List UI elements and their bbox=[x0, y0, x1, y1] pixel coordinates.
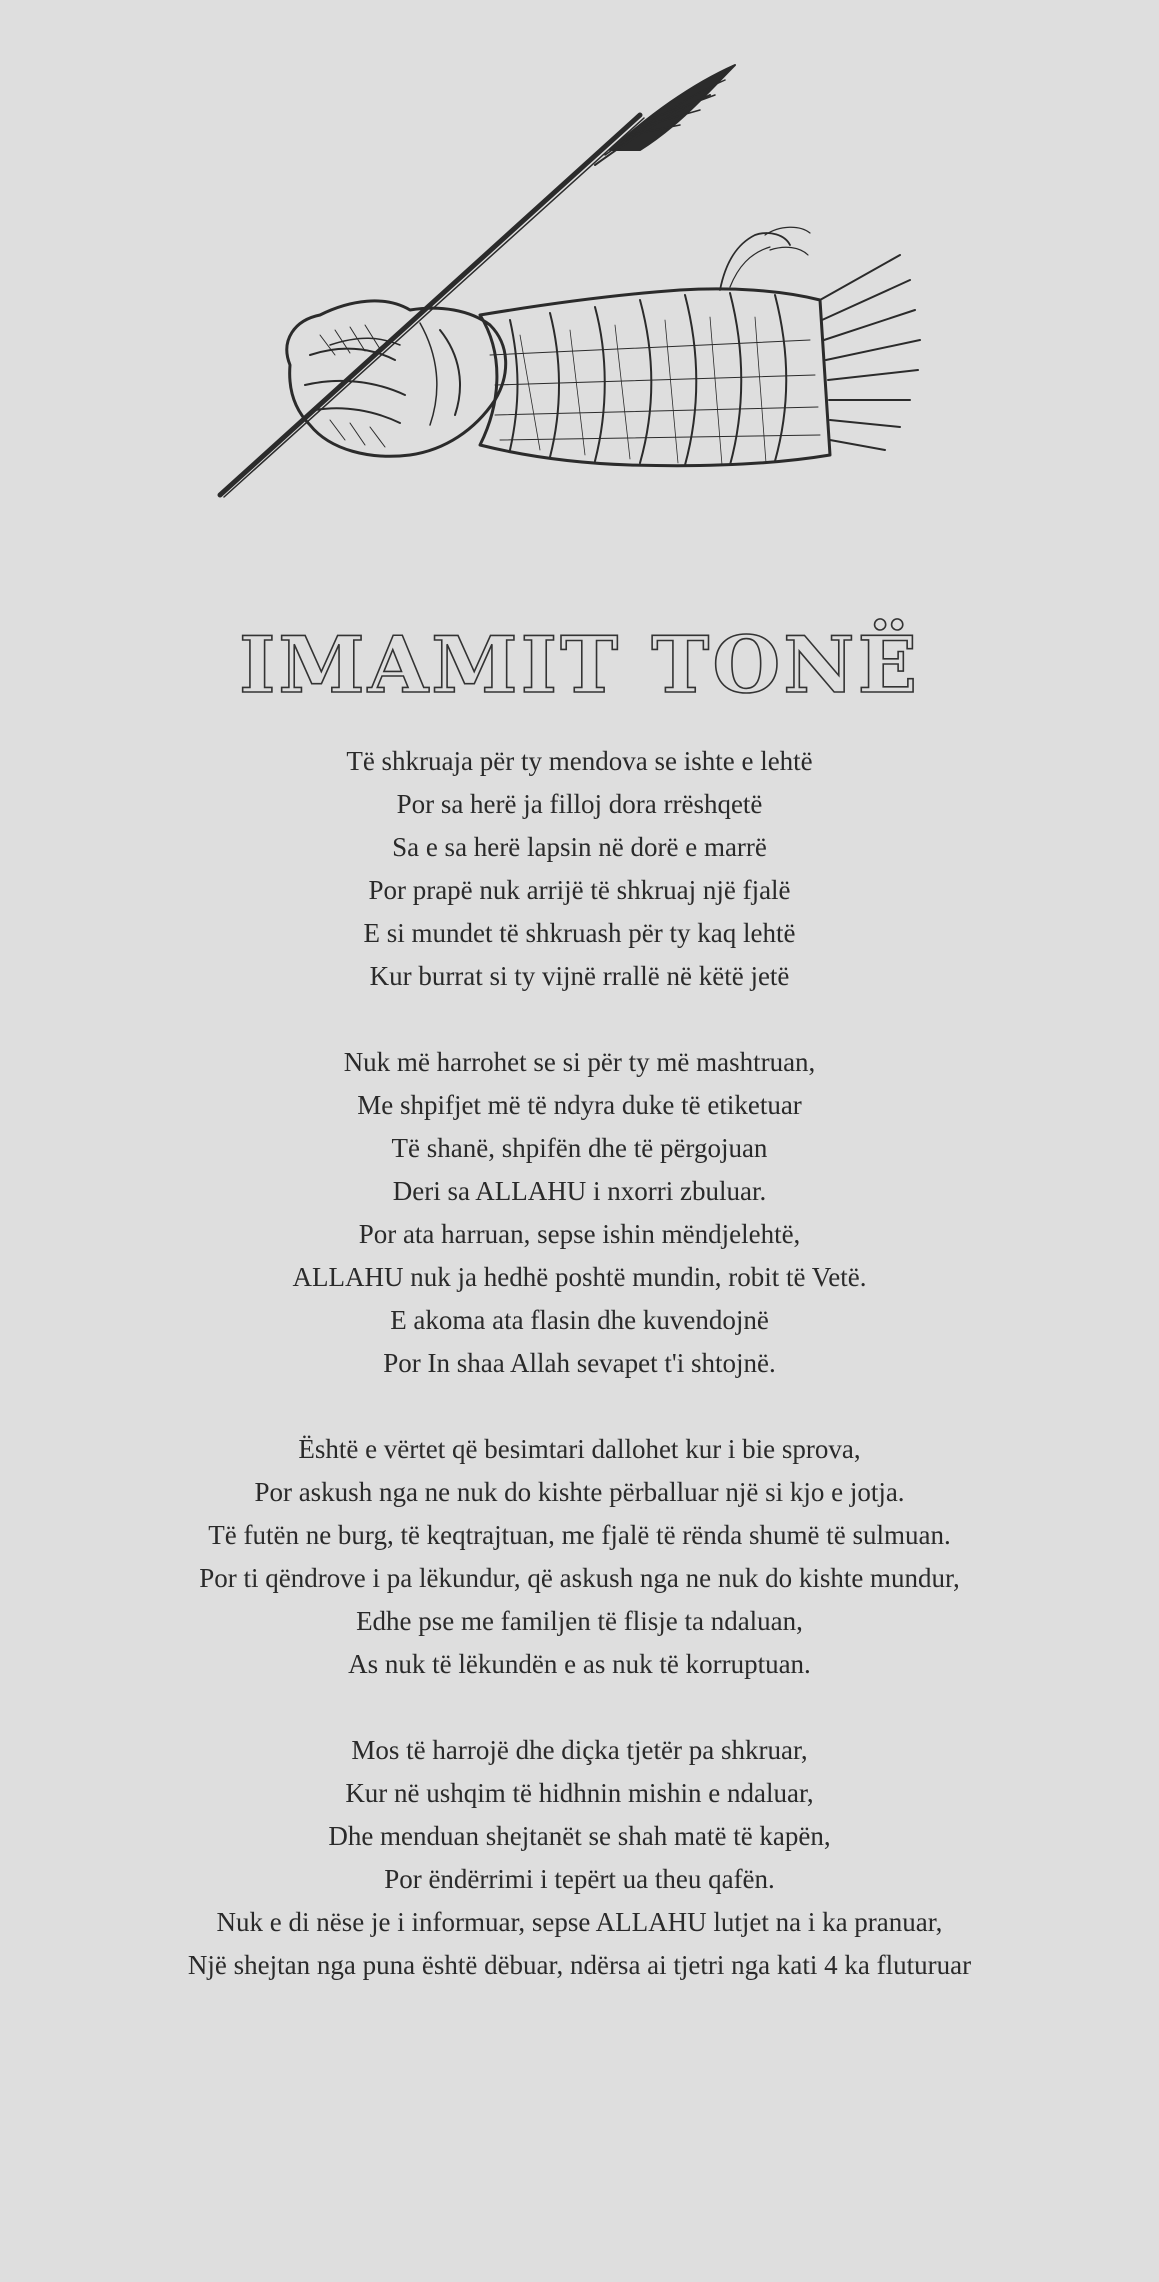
poem-body bbox=[0, 740, 1159, 2030]
poem-line: Një shejtan nga puna është dëbuar, ndërsa ai tjetri nga kati 4 ka fluturuar bbox=[187, 1950, 972, 1980]
stanza bbox=[0, 740, 1159, 998]
poem-line: E akoma ata flasin dhe kuvendojnë bbox=[390, 1305, 769, 1335]
poem-line: Por sa herë ja filloj dora rrëshqetë bbox=[396, 789, 763, 819]
poem-line: Kur në ushqim të hidhnin mishin e ndaluar, bbox=[345, 1778, 814, 1808]
poem-line: Të futën ne burg, të keqtrajtuan, me fjalë të rënda shumë të sulmuan. bbox=[208, 1520, 951, 1550]
stanza bbox=[0, 1729, 1159, 1987]
poem-line: Por askush nga ne nuk do kishte përballuar një si kjo e jotja. bbox=[254, 1477, 905, 1507]
poem-line: Por prapë nuk arrijë të shkruaj një fjalë bbox=[368, 875, 791, 905]
poem-line: Por ata harruan, sepse ishin mëndjelehtë, bbox=[358, 1219, 801, 1249]
hand-holding-quill-icon bbox=[210, 55, 930, 515]
poem-line: Nuk e di nëse je i informuar, sepse ALLAHU lutjet na i ka pranuar, bbox=[216, 1907, 943, 1937]
poem-line: As nuk të lëkundën e as nuk të korruptuan. bbox=[348, 1649, 811, 1679]
poem-line: Është e vërtet që besimtari dallohet kur i bie sprova, bbox=[298, 1434, 861, 1464]
page-title: IMAMIT TONË bbox=[238, 620, 921, 712]
poem-line: E si mundet të shkruash për ty kaq lehtë bbox=[363, 918, 796, 948]
poem-line: Por ëndërrimi i tepërt ua theu qafën. bbox=[384, 1864, 775, 1894]
poem-line: Dhe menduan shejtanët se shah matë të kapën, bbox=[328, 1821, 831, 1851]
poem-line: Por ti qëndrove i pa lëkundur, që askush nga ne nuk do kishte mundur, bbox=[199, 1563, 960, 1593]
poem-line: Kur burrat si ty vijnë rrallë në këtë jetë bbox=[369, 961, 790, 991]
poem-line: Mos të harrojë dhe diçka tjetër pa shkruar, bbox=[351, 1735, 808, 1765]
poem-line: Edhe pse me familjen të flisje ta ndaluan, bbox=[356, 1606, 803, 1636]
poem-line: Nuk më harrohet se si për ty më mashtruan, bbox=[343, 1047, 816, 1077]
poem-line: ALLAHU nuk ja hedhë poshtë mundin, robit të Vetë. bbox=[292, 1262, 867, 1292]
stanza bbox=[0, 1041, 1159, 1385]
poem-line: Të shkruaja për ty mendova se ishte e lehtë bbox=[346, 746, 813, 776]
poem-line: Të shanë, shpifën dhe të përgojuan bbox=[391, 1133, 768, 1163]
poem-line: Sa e sa herë lapsin në dorë e marrë bbox=[392, 832, 767, 862]
poem-line: Por In shaa Allah sevapet t'i shtojnë. bbox=[383, 1348, 776, 1378]
poem-line: Me shpifjet më të ndyra duke të etiketuar bbox=[357, 1090, 802, 1120]
stanza bbox=[0, 1428, 1159, 1686]
poem-line: Deri sa ALLAHU i nxorri zbuluar. bbox=[392, 1176, 767, 1206]
